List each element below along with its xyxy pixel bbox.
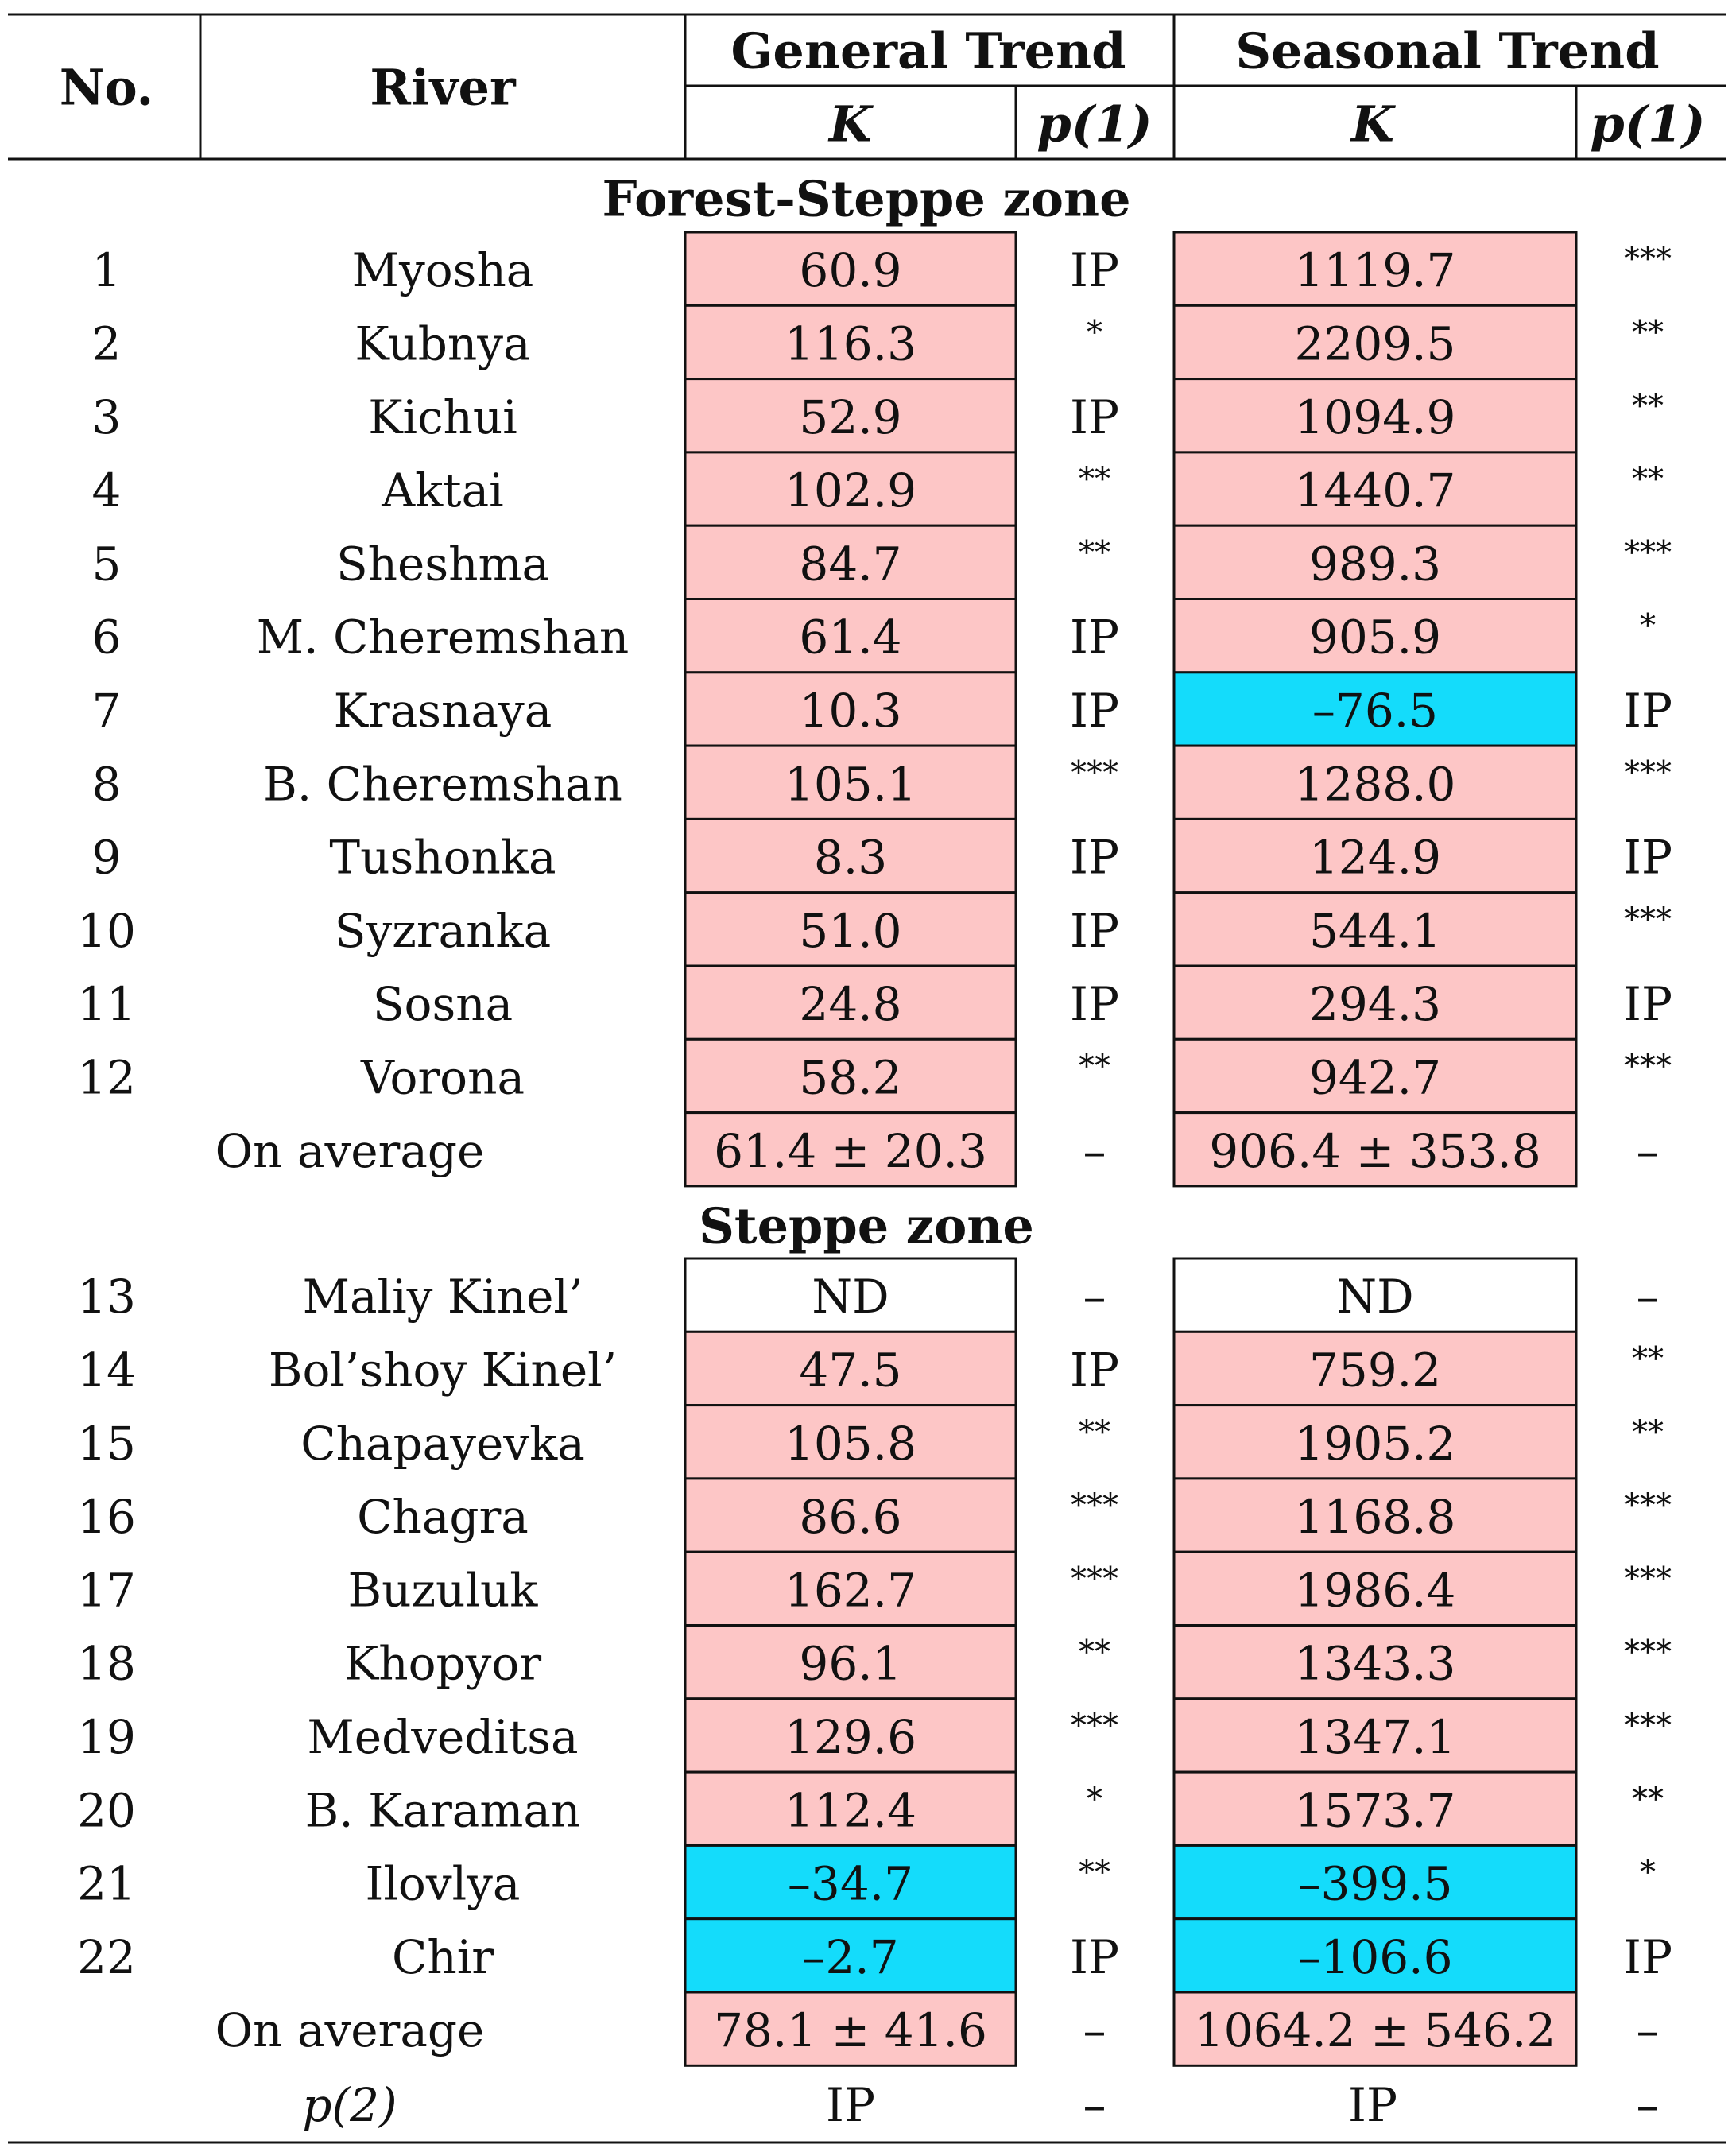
general-p1-value: *** [1071,754,1118,792]
general-k-value: 47.5 [799,1343,902,1398]
seasonal-k-value: 124.9 [1308,830,1442,885]
general-p1-value: *** [1071,1707,1118,1744]
general-k-value: 51.0 [799,903,902,958]
seasonal-k-value: 905.9 [1308,610,1442,665]
seasonal-k-value: 294.3 [1308,977,1442,1032]
seasonal-k-value: 759.2 [1308,1343,1442,1398]
general-p1-value: IP [1070,610,1119,665]
seasonal-k-value: 544.1 [1308,903,1442,958]
seasonal-p1-value: IP [1623,977,1672,1032]
general-k-value: 105.1 [784,757,917,812]
general-p1-value: IP [1070,683,1119,738]
row-number: 10 [77,903,136,958]
river-name: B. Karaman [304,1783,581,1838]
river-name: Bol’shoy Kinel’ [268,1343,618,1398]
row-number: 1 [91,243,122,298]
general-k-value: 61.4 [799,610,902,665]
general-k-value: –34.7 [787,1856,914,1911]
seasonal-k-value: 1094.9 [1294,390,1456,444]
seasonal-p1-value: – [1636,1123,1660,1178]
river-name: Tushonka [329,830,556,885]
row-number: 11 [77,977,136,1032]
general-k-value: 8.3 [813,830,888,885]
footer-general-k: IP [826,2078,875,2132]
seasonal-p1-value: *** [1624,1487,1672,1525]
row-number: 15 [77,1416,136,1471]
seasonal-k-value: ND [1336,1270,1414,1324]
river-name: Maliy Kinel’ [302,1270,583,1324]
seasonal-p1-value: ** [1632,1413,1664,1451]
seasonal-p1-value: *** [1624,1707,1672,1744]
seasonal-k-value: 1343.3 [1294,1636,1456,1691]
river-name: Ilovlya [365,1856,521,1911]
river-name: Chapayevka [300,1416,585,1471]
river-name: Kichui [368,390,517,444]
row-number: 20 [77,1783,136,1838]
seasonal-p1-value: IP [1623,830,1672,885]
average-label: On average [215,1123,485,1178]
general-p1-value: ** [1079,1854,1110,1891]
seasonal-p1-value: *** [1624,1048,1672,1085]
seasonal-k-value: 1986.4 [1294,1563,1456,1618]
river-name: Kubnya [355,316,531,371]
footer-general-p1: – [1083,2078,1106,2132]
row-number: 5 [91,537,122,591]
seasonal-k-value: 906.4 ± 353.8 [1209,1123,1541,1178]
river-name: M. Cheremshan [256,610,630,665]
seasonal-k-value: 1905.2 [1294,1416,1456,1471]
general-k-value: 58.2 [799,1050,902,1105]
general-p1-value: ** [1079,534,1110,572]
general-p1-value: ** [1079,1413,1110,1451]
seasonal-p1-value: IP [1623,1929,1672,1984]
row-number: 9 [91,830,122,885]
general-p1-value: IP [1070,830,1119,885]
seasonal-p1-value: * [1640,1854,1656,1891]
seasonal-p1-value: ** [1632,387,1664,425]
general-p1-value: *** [1071,1561,1118,1598]
row-number: 14 [77,1343,136,1398]
river-name: Khopyor [343,1636,542,1691]
general-k-value: 86.6 [799,1490,902,1545]
table-body [77,170,1672,2066]
river-name: Syzranka [334,903,552,958]
general-p1-value: IP [1070,977,1119,1032]
seasonal-p1-value: – [1636,1270,1660,1324]
header-general-trend: General Trend [730,21,1126,80]
seasonal-k-value: 2209.5 [1294,316,1456,371]
general-k-value: 116.3 [784,316,917,371]
seasonal-p1-value: *** [1624,1561,1672,1598]
general-p1-value: ** [1079,461,1110,498]
general-k-value: 61.4 ± 20.3 [714,1123,987,1178]
footer-p2-label: p(2) [302,2078,397,2132]
seasonal-k-value: 1288.0 [1294,757,1456,812]
seasonal-k-value: 1440.7 [1294,463,1456,518]
seasonal-k-value: –399.5 [1297,1856,1453,1911]
general-k-value: –2.7 [802,1929,899,1984]
general-p1-value: – [1083,2003,1106,2058]
seasonal-p1-value: *** [1624,1634,1672,1671]
row-number: 22 [77,1929,136,1984]
general-k-value: 78.1 ± 41.6 [714,2003,987,2058]
row-number: 12 [77,1050,136,1105]
general-p1-value: ** [1079,1048,1110,1085]
general-k-value: 102.9 [784,463,917,518]
river-name: Krasnaya [333,683,552,738]
general-k-value: 105.8 [784,1416,917,1471]
row-number: 18 [77,1636,136,1691]
general-k-value: 84.7 [799,537,902,591]
river-name: Buzuluk [347,1563,538,1618]
row-number: 2 [91,316,122,371]
row-number: 4 [91,463,122,518]
row-number: 3 [91,390,122,444]
general-p1-value: IP [1070,243,1119,298]
general-k-value: 162.7 [784,1563,917,1618]
footer-seasonal-k: IP [1348,2078,1397,2132]
seasonal-p1-value: *** [1624,534,1672,572]
seasonal-p1-value: ** [1632,314,1664,351]
header-seasonal-p1: p(1) [1590,95,1706,153]
row-number: 16 [77,1490,136,1545]
general-p1-value: *** [1071,1487,1118,1525]
general-k-value: 10.3 [799,683,902,738]
seasonal-p1-value: ** [1632,1340,1664,1378]
general-k-value: 96.1 [799,1636,902,1691]
seasonal-k-value: 1064.2 ± 546.2 [1194,2003,1556,2058]
row-number: 13 [77,1270,136,1324]
river-name: Medveditsa [307,1709,579,1764]
general-p1-value: ** [1079,1634,1110,1671]
header-general-k: K [829,95,872,153]
general-p1-value: IP [1070,1343,1119,1398]
zone-title: Forest-Steppe zone [602,169,1131,228]
header-seasonal-k: K [1351,95,1394,153]
row-number: 21 [77,1856,136,1911]
general-p1-value: – [1083,1123,1106,1178]
row-number: 7 [91,683,122,738]
seasonal-p1-value: ** [1632,461,1664,498]
river-name: Aktai [382,463,504,518]
header-no: No. [59,58,154,117]
average-label: On average [215,2003,485,2058]
seasonal-k-value: 1168.8 [1294,1490,1456,1545]
river-name: Vorona [360,1050,525,1105]
seasonal-k-value: 1347.1 [1294,1709,1456,1764]
seasonal-k-value: –106.6 [1297,1929,1453,1984]
general-p1-value: * [1087,314,1102,351]
seasonal-k-value: –76.5 [1312,683,1439,738]
row-number: 6 [91,610,122,665]
general-k-value: 112.4 [784,1783,917,1838]
seasonal-p1-value: * [1640,607,1656,645]
row-number: 17 [77,1563,136,1618]
river-name: Sosna [372,977,513,1032]
general-k-value: 52.9 [799,390,902,444]
general-p1-value: – [1083,1270,1106,1324]
seasonal-k-value: 942.7 [1308,1050,1442,1105]
general-p1-value: IP [1070,390,1119,444]
river-name: Chir [391,1929,494,1984]
river-name: Myosha [351,243,534,298]
general-k-value: 129.6 [784,1709,917,1764]
river-name: Chagra [357,1490,529,1545]
general-p1-value: IP [1070,1929,1119,1984]
row-number: 8 [91,757,122,812]
seasonal-p1-value: ** [1632,1781,1664,1818]
zone-title: Steppe zone [699,1196,1034,1255]
river-name: B. Cheremshan [263,757,622,812]
general-k-value: 60.9 [799,243,902,298]
seasonal-p1-value: *** [1624,754,1672,792]
general-k-value: 24.8 [799,977,902,1032]
footer-seasonal-p1: – [1636,2078,1660,2132]
general-k-value: ND [812,1270,889,1324]
general-p1-value: * [1087,1781,1102,1818]
header-general-p1: p(1) [1037,95,1153,153]
seasonal-k-value: 1119.7 [1294,243,1456,298]
seasonal-p1-value: IP [1623,683,1672,738]
seasonal-p1-value: *** [1624,241,1672,278]
seasonal-p1-value: – [1636,2003,1660,2058]
header-river: River [370,58,516,117]
seasonal-k-value: 1573.7 [1294,1783,1456,1838]
row-number: 19 [77,1709,136,1764]
header-seasonal-trend: Seasonal Trend [1235,21,1660,80]
seasonal-p1-value: *** [1624,901,1672,938]
river-name: Sheshma [335,537,550,591]
general-p1-value: IP [1070,903,1119,958]
seasonal-k-value: 989.3 [1308,537,1442,591]
